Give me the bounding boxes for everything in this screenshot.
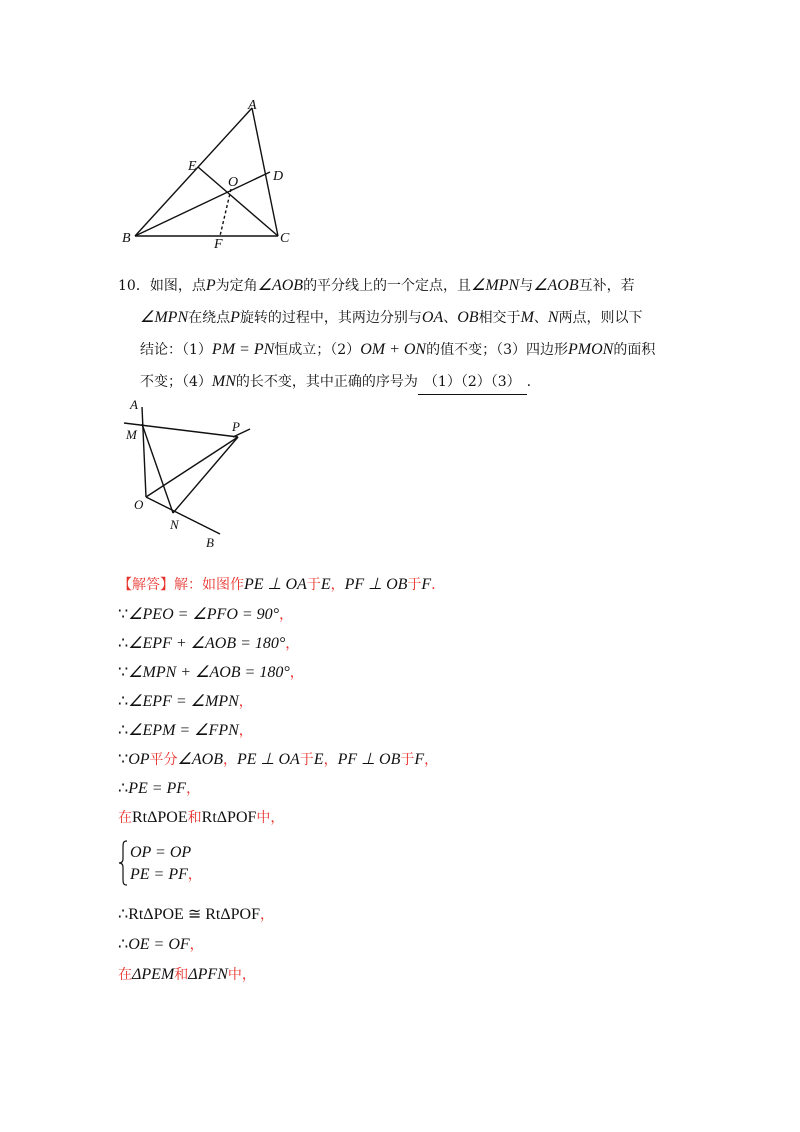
problem-10-line-4: 不变；（4）MN的长不变，其中正确的序号为 （1）（2）（3） .: [140, 370, 531, 395]
label-o: O: [228, 175, 239, 190]
label-f: F: [214, 237, 223, 252]
line-bd: [135, 172, 270, 236]
label-c: C: [280, 231, 290, 246]
solution-step-2: ∴∠EPF + ∠AOB = 180°，: [118, 635, 300, 652]
label-e: E: [188, 159, 197, 174]
label-p: P: [232, 419, 240, 434]
ray-ob: [146, 497, 220, 534]
line-of-dashed: [220, 189, 231, 236]
solution-step-8: 在RtΔPOE和RtΔPOF中，: [118, 809, 285, 826]
problem-10-line-3: 结论：（1）PM = PN恒成立；（2）OM + ON的值不变；（3）四边形PMON的面积: [140, 341, 656, 358]
label-a: A: [130, 397, 138, 412]
label-o: O: [134, 497, 144, 512]
system-brace: [118, 840, 128, 886]
solution-step-6: ∵OP平分∠AOB，PE ⊥ OA于E，PF ⊥ OB于F，: [118, 751, 439, 768]
problem-10-line-1: 10．如图，点P为定角∠AOB的平分线上的一个定点，且∠MPN与∠AOB互补，若: [118, 277, 635, 294]
figure-triangle-abc: [118, 92, 308, 252]
solution-step-4: ∴∠EPF = ∠MPN，: [118, 693, 253, 710]
solution-step-11: 在ΔPEM和ΔPFN中，: [118, 966, 256, 983]
problem-10-line-2: ∠MPN在绕点P旋转的过程中，其两边分别与OA、OB相交于M、N两点，则以下: [140, 309, 643, 326]
segment-pn: [173, 437, 238, 513]
solution-step-3: ∵∠MPN + ∠AOB = 180°，: [118, 664, 304, 681]
solution-step-7: ∴PE = PF，: [118, 780, 201, 797]
line-mp: [124, 423, 238, 437]
label-n: N: [170, 517, 179, 532]
figure-angle-aob: [118, 393, 258, 553]
system-line-1: OP = OP: [130, 844, 192, 861]
answer-blank: （1）（2）（3）: [418, 370, 527, 395]
label-d: D: [273, 169, 284, 184]
segment-mn: [142, 424, 173, 513]
label-m: M: [126, 427, 137, 442]
ray-oa: [142, 407, 146, 497]
solution-step-1: ∵∠PEO = ∠PFO = 90°，: [118, 606, 294, 623]
label-b: B: [206, 535, 214, 550]
solution-step-5: ∴∠EPM = ∠FPN，: [118, 722, 253, 739]
solution-step-9: ∴RtΔPOE ≅ RtΔPOF，: [118, 906, 274, 923]
label-a: A: [248, 98, 257, 113]
label-b: B: [122, 231, 131, 246]
system-line-2: PE = PF，: [130, 866, 202, 883]
solution-intro: 【解答】解：如图作PE ⊥ OA于E，PF ⊥ OB于F．: [118, 576, 446, 593]
solution-step-10: ∴OE = OF，: [118, 936, 204, 953]
segment-op: [146, 437, 238, 497]
